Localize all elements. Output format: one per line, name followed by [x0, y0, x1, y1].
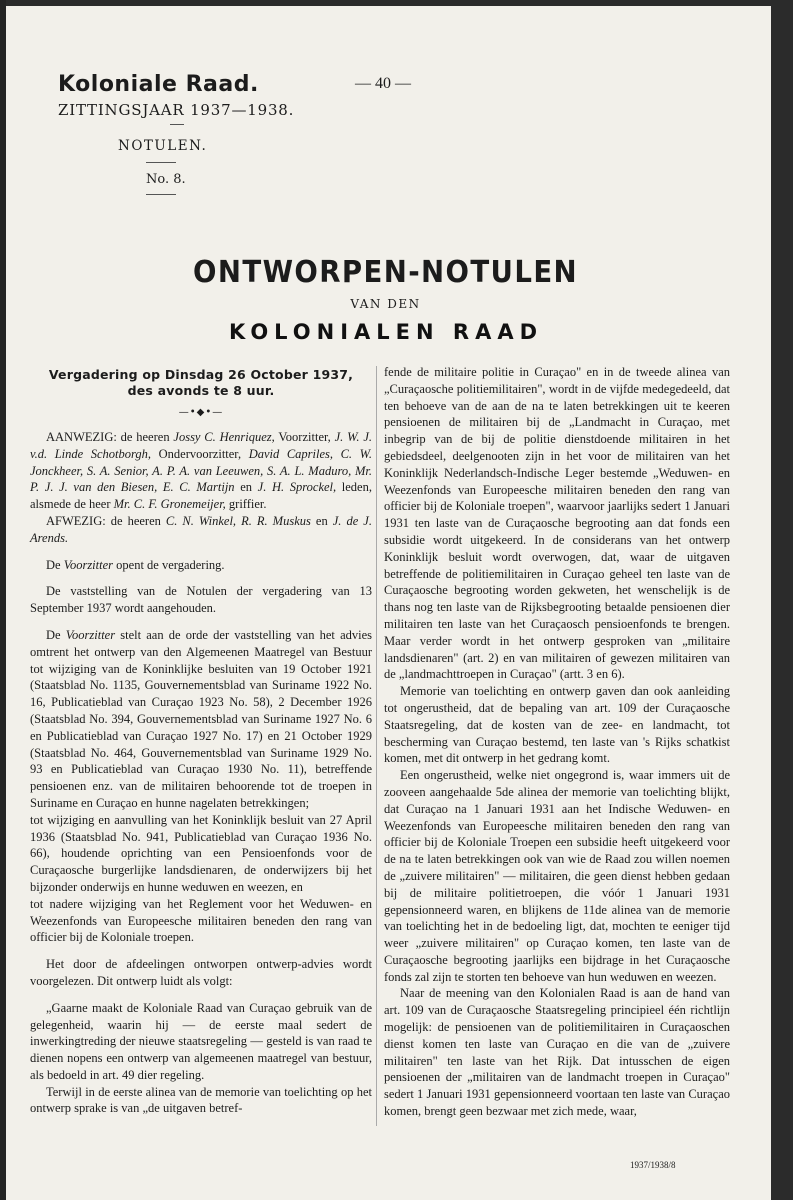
paragraph-minutes-postponed: De vaststelling van de Notulen der vergadering van 13 September 1937 wordt aangehouden.	[30, 584, 372, 616]
scan-edge-left	[0, 0, 6, 1200]
scan-edge-top	[0, 0, 793, 6]
paragraph-opening: De Voorzitter opent de vergadering.	[46, 557, 225, 572]
column-separator	[376, 366, 377, 1126]
paragraph-agenda-2: tot wijziging en aanvulling van het Koninklijk besluit van 27 April 1936 (Staatsblad No. 941, Publicatieblad van Curaçao 1936 No. 66), houdende oprichting van een Pensioenfonds voor de Curaçaosche burgerlijke landsdienaren, de onderwijzers bij het bijzonder onderwijs en hunne weduwen en weezen, en	[30, 812, 372, 894]
divider-short	[146, 194, 176, 195]
paragraph-agenda-3: tot nadere wijziging van het Reglement voor het Weduwen- en Weezenfonds van Europeesche militairen beneden den rang van officier bij de Koloniale troepen.	[30, 896, 372, 945]
divider-short	[170, 124, 184, 125]
paragraph-continuation: fende de militaire politie in Curaçao" en in de tweede alinea van „Curaçaosche politiemilitairen", wordt in de vijfde medegedeeld, dat ten behoeve van de aan de na te laten betrekkingen uit te keeren pensioenen de militairen bij de „Landmacht in Curaçao, met inbegrip van de bij de politie dienstdoende militairen in het gebiedsdeel, deelgenooten zijn in het voor de militairen van het Koninklijk Nederlandsch-Indische Leger bestemde „Weduwen- en Weezenfonds van Europeesche militairen beneden den rang van officier bij de Koloniale troepen", waarvoor jaarlijks sedert 1 Januari 1931 ten laste van de Curaçaosche begrooting aan dat fonds een subsidie wordt uitgekeerd. In de considerans van het ontwerp Koninklijk besluit wordt overwogen, dat, waar de uitgaven betreffende de politiemilitairen in Curaçao geheel ten laste van de Curaçaosche begrooting worden gekweten, het wenschelijk is de thans nog ten laste van de Rijksbegrooting betaalde pensioenen dier militairen ten laste van het Curaçaosch pensioenfonds te brengen. Maar verder wordt in het ontwerp gesproken van „militaire landsdienaren" (art. 2) en van militairen of gewezen militairen van de „landmachttroepen in Curaçao" (artt. 3 en 6).	[384, 365, 730, 682]
divider-short	[146, 162, 176, 163]
attendance-absent: AFWEZIG: de heeren C. N. Winkel, R. R. Muskus en J. de J. Arends.	[30, 513, 372, 545]
meeting-heading-line1: Vergadering op Dinsdag 26 October 1937,	[48, 367, 354, 382]
footer-code: 1937/1938/8	[630, 1160, 676, 1170]
title-connector: VAN DEN	[350, 297, 421, 311]
meeting-heading-line2: des avonds te 8 uur.	[127, 383, 275, 398]
issue-number: No. 8.	[146, 172, 186, 187]
paragraph-ongerustheid: Een ongerustheid, welke niet ongegrond is, waar immers uit de zooveen aangehaalde 5de alinea der memorie van toelichting blijkt, dat Curaçao na 1 Januari 1931 aan het Indische Weduwen- en Weezenfonds van Europeesche militairen beneden den rang van officier bij de Koloniale Troepen een subsidie heeft uitgekeerd voor de na te laten betrekkingen ook van wie de Raad zou willen noemen de „zuivere militairen" — militairen, die geen dienst hebben gedaan bij de militaire politietroepen, die vóór 1 Januari 1931 gepensionneerd waren, en blijkens de 11de alinea van de memorie van toelichting het in de bedoeling ligt, dat, mochten te eeniger tijd weer „zuivere militairen" op Curaçao komen, ten laste van de Curaçaosche begrooting jaarlijks een bijdrage in het Curaçaosche fonds zal zijn te storten ten behoeve van hun weduwen en weezen.	[384, 768, 730, 984]
paragraph-agenda: De Voorzitter stelt aan de orde der vaststelling van het advies omtrent het ontwerp van den Algemeenen Maatregel van Bestuur tot wijziging van de Koninklijke besluiten van 19 October 1921 (Staatsblad No. 1135, Gouvernementsblad van Suriname 1922 No. 16, Publicatieblad van Curaçao 1923 No. 58), 2 December 1926 (Staatsblad No. 394, Gouvernementsblad van Suriname 1927 No. 6 en Publicatieblad van Curaçao 1927 No. 17) en 21 October 1929 (Staatsblad No. 464, Gouvernementsblad van Suriname 1929 No. 93 en Publicatieblad van Curaçao 1930 No. 11), betreffende pensioenen enz. van de militairen behoorende tot de troepen in Suriname en Curaçao en hunne nagelaten betrekkingen;	[30, 627, 373, 810]
paragraph-memorie: Memorie van toelichting en ontwerp gaven dan ook aanleiding tot ongerustheid, dat de bepaling van art. 109 der Curaçaosche Staatsregeling, dat de kosten van de zee- en landmacht, tot bescherming van Curaçao bestemd, ten laste van 's Rijks schatkist komen, met dit ontwerp in het gedrang komt.	[384, 684, 730, 766]
session-year: ZITTINGSJAAR 1937—1938.	[58, 101, 295, 119]
document-title: ONTWORPEN-NOTULEN	[193, 255, 579, 290]
paragraph-terwijl: Terwijl in de eerste alinea van de memorie van toelichting op het ontwerp sprake is van „de uitgaven betref-	[30, 1084, 372, 1116]
ornament-divider: —•◆•—	[178, 407, 224, 418]
publication-title: Koloniale Raad.	[58, 72, 259, 97]
paragraph-meening: Naar de meening van den Kolonialen Raad is aan de hand van art. 109 van de Curaçaosche Staatsregeling principieel één richtlijn mogelijk: de pensioenen van de politiemilitairen in Curaçaoschen dienst komen ten laste van Curaçao en die van de „zuivere militairen" ten laste van het Rijk. Dat intusschen de eigen pensioenen der „militairen van de landmacht troepen in Curaçao" sedert 1 Januari 1931 gepensionneerd voortaan ten laste van Curaçao komen, brengt geen bezwaar met zich mede, waar,	[384, 986, 730, 1119]
left-column	[30, 367, 372, 1117]
notulen-label: NOTULEN.	[118, 138, 208, 154]
ornate-council-title: KOLONIALEN RAAD	[228, 320, 544, 344]
paragraph-quote: „Gaarne maakt de Koloniale Raad van Curaçao gebruik van de gelegenheid, waarin hij — de eerste maal sedert de inwerkingtreding der nieuwe staatsregeling — gesteld is van raad te dienen nopens een ontwerp van algemeenen maatregel van bestuur, als bedoeld in art. 49 dier regeling.	[30, 1000, 372, 1082]
right-column	[384, 364, 730, 1120]
paragraph-draft-read: Het door de afdeelingen ontworpen ontwerp-advies wordt voorgelezen. Dit ontwerp luidt als volgt:	[30, 957, 372, 988]
scan-edge-right	[771, 0, 793, 1200]
page-number: — 40 —	[355, 75, 411, 92]
attendance-present: AANWEZIG: de heeren Jossy C. Henriquez, Voorzitter, J. W. J. v.d. Linde Schotborgh, Ondervoorzitter, David Capriles, C. W. Jonckheer, S. A. Senior, A. P. A. van Leeuwen, S. A. L. Maduro, Mr. P. J. J. van den Biesen, E. C. Martijn en J. H. Sprockel, leden, alsmede de heer Mr. C. F. Gronemeijer, griffier.	[30, 430, 373, 512]
